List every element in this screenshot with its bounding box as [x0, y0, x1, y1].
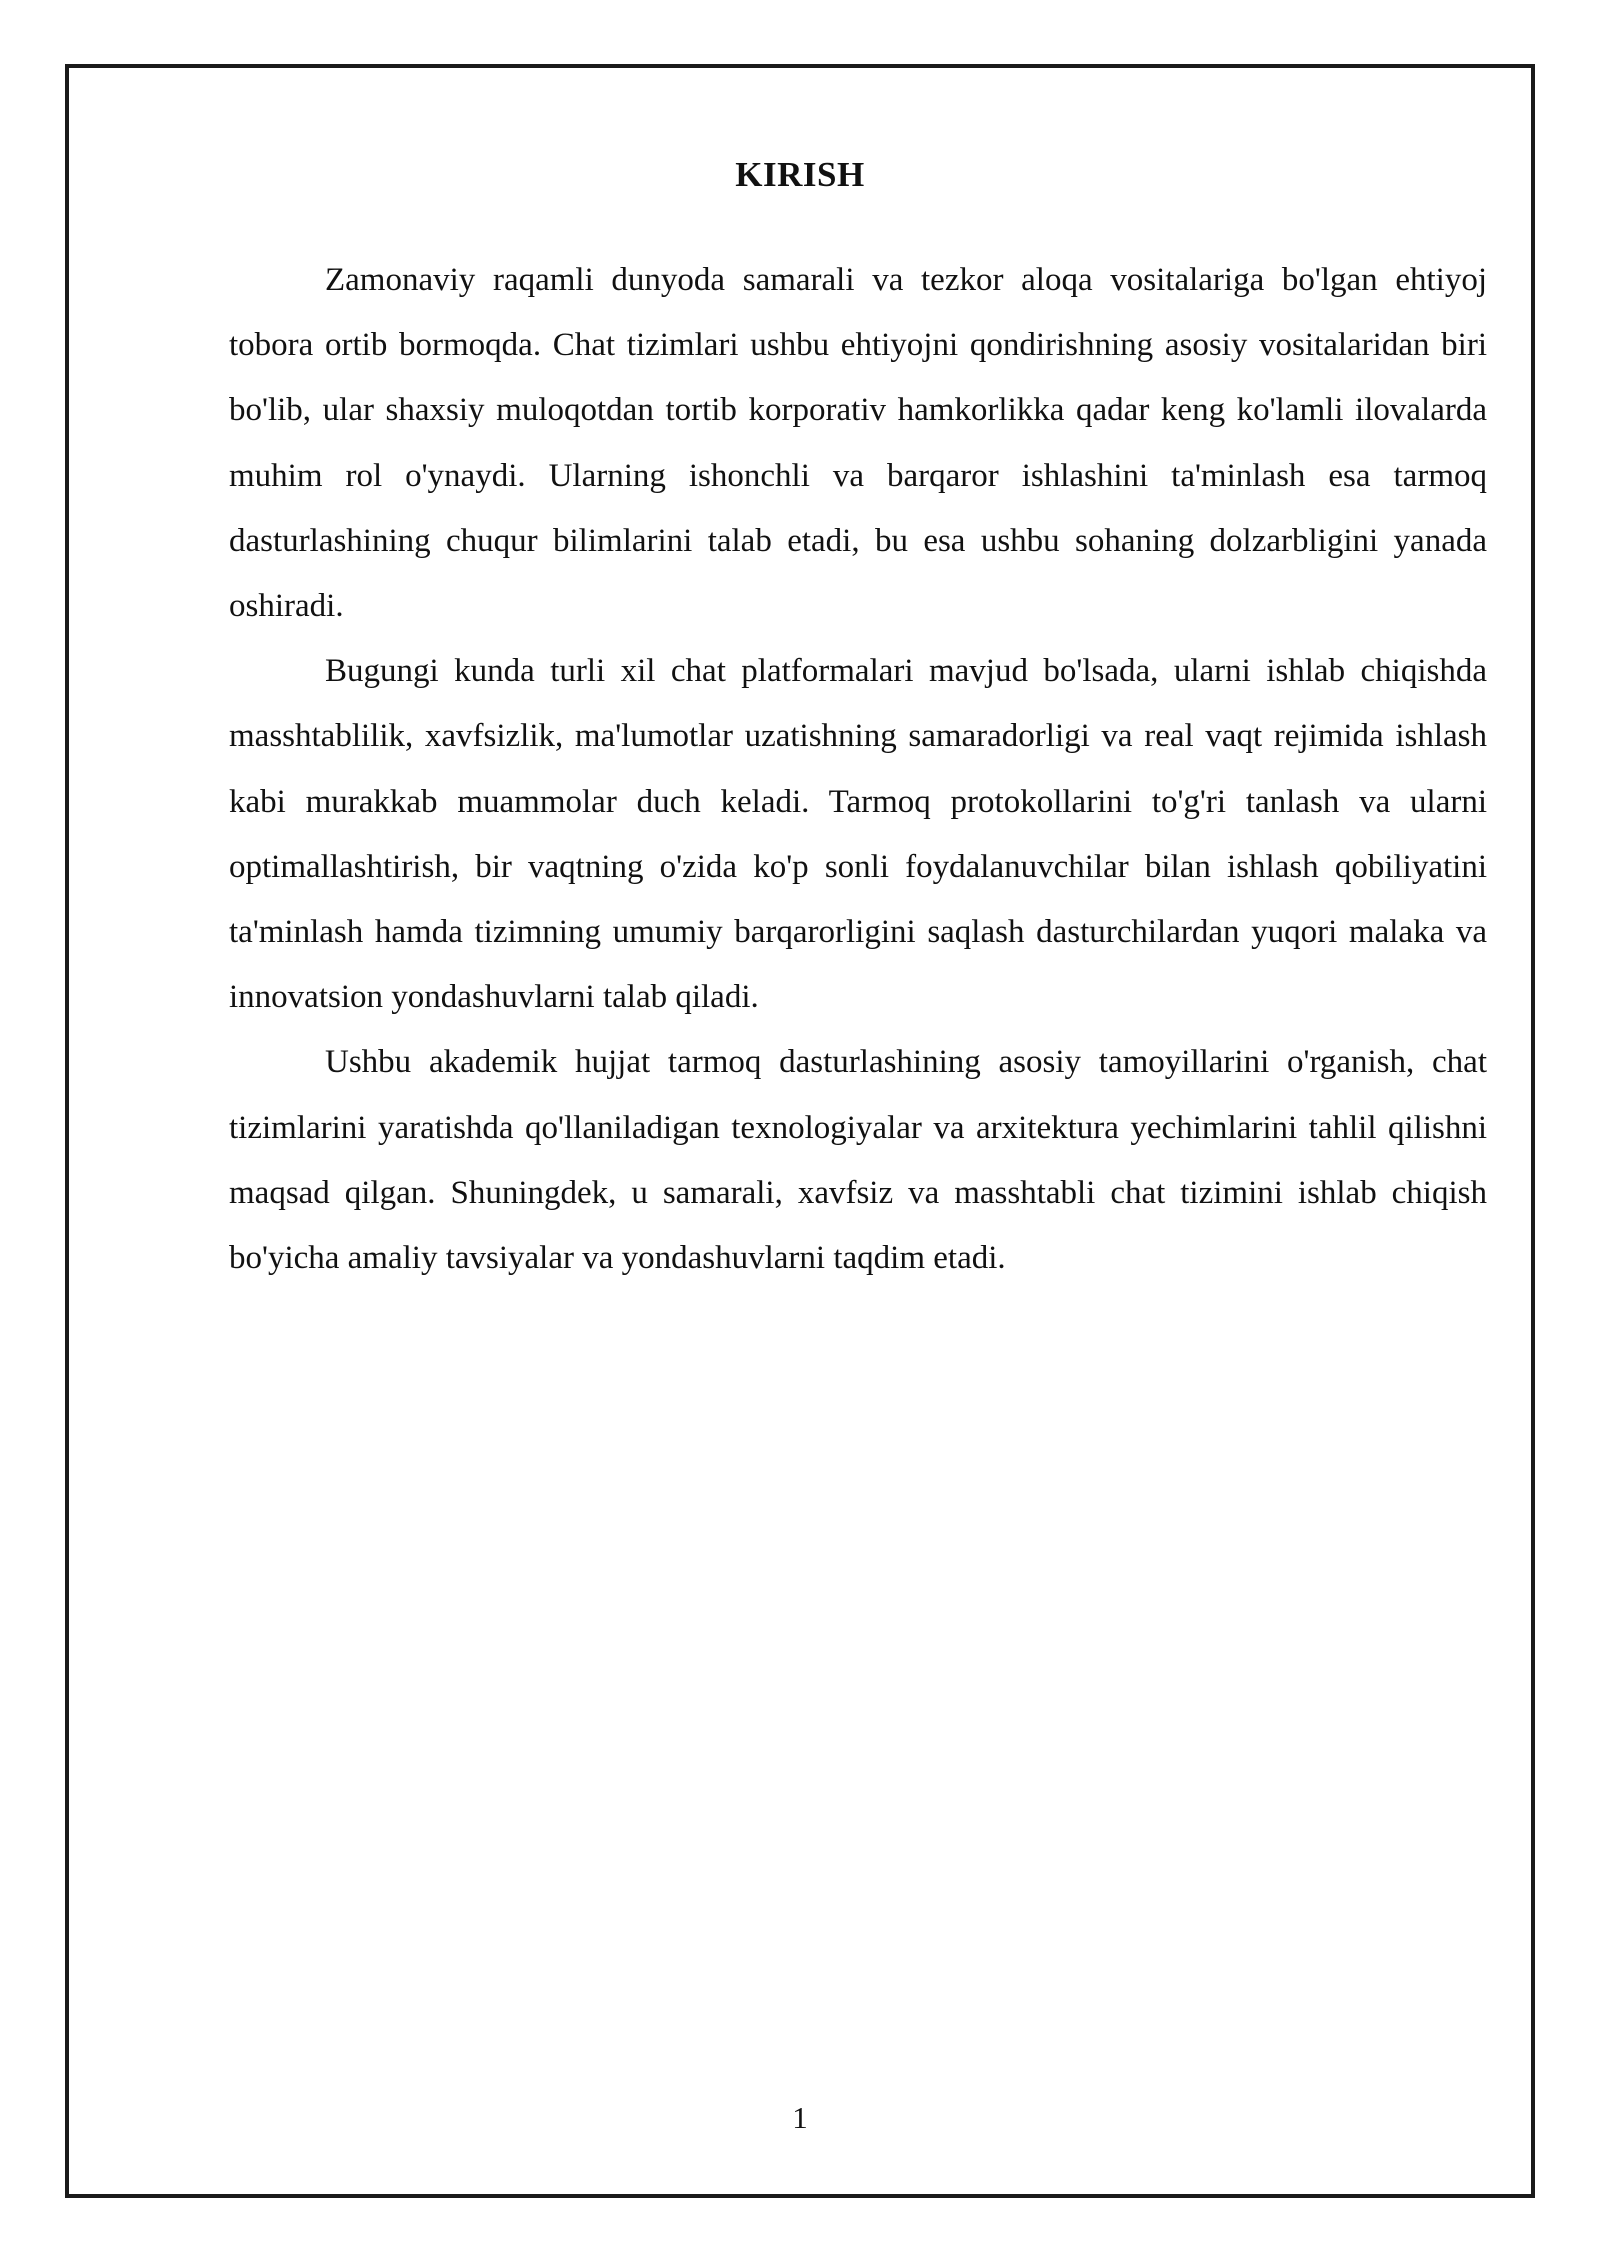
paragraph-3: Ushbu akademik hujjat tarmoq dasturlashining asosiy tamoyillarini o'rganish, chat tizimlarini yaratishda qo'llaniladigan texnologiyalar va arxitektura yechimlarini tahlil qilishni maqsad qilgan. Shuningdek, u samarali, xavfsiz va masshtabli chat tizimini ishlab chiqish bo'yicha amaliy tavsiyalar va yondashuvlarni taqdim etadi. — [229, 1044, 1487, 1277]
page-number: 1 — [792, 2100, 808, 2135]
paragraph-1: Zamonaviy raqamli dunyoda samarali va tezkor aloqa vositalariga bo'lgan ehtiyoj tobora ortib bormoqda. Chat tizimlari ushbu ehtiyojni qondirishning asosiy vositalaridan biri bo'lib, ular shaxsiy muloqotdan tortib korporativ hamkorlikka qadar keng ko'lamli ilovalarda muhim rol o'ynaydi. Ularning ishonchli va barqaror ishlashini ta'minlash esa tarmoq dasturlashining chuqur bilimlarini talab etadi, bu esa ushbu sohaning dolzarbligini yanada oshiradi. — [229, 262, 1487, 625]
paragraph-2: Bugungi kunda turli xil chat platformalari mavjud bo'lsada, ularni ishlab chiqishda masshtablilik, xavfsizlik, ma'lumotlar uzatishning samaradorligi va real vaqt rejimida ishlash kabi murakkab muammolar duch keladi. Tarmoq protokollarini to'g'ri tanlash va ularni optimallashtirish, bir vaqtning o'zida ko'p sonli foydalanuvchilar bilan ishlash qobiliyatini ta'minlash hamda tizimning umumiy barqarorligini saqlash dasturchilardan yuqori malaka va innovatsion yondashuvlarni talab qiladi. — [229, 653, 1487, 1016]
page-title: KIRISH — [735, 155, 865, 194]
document-body — [229, 248, 1487, 1291]
